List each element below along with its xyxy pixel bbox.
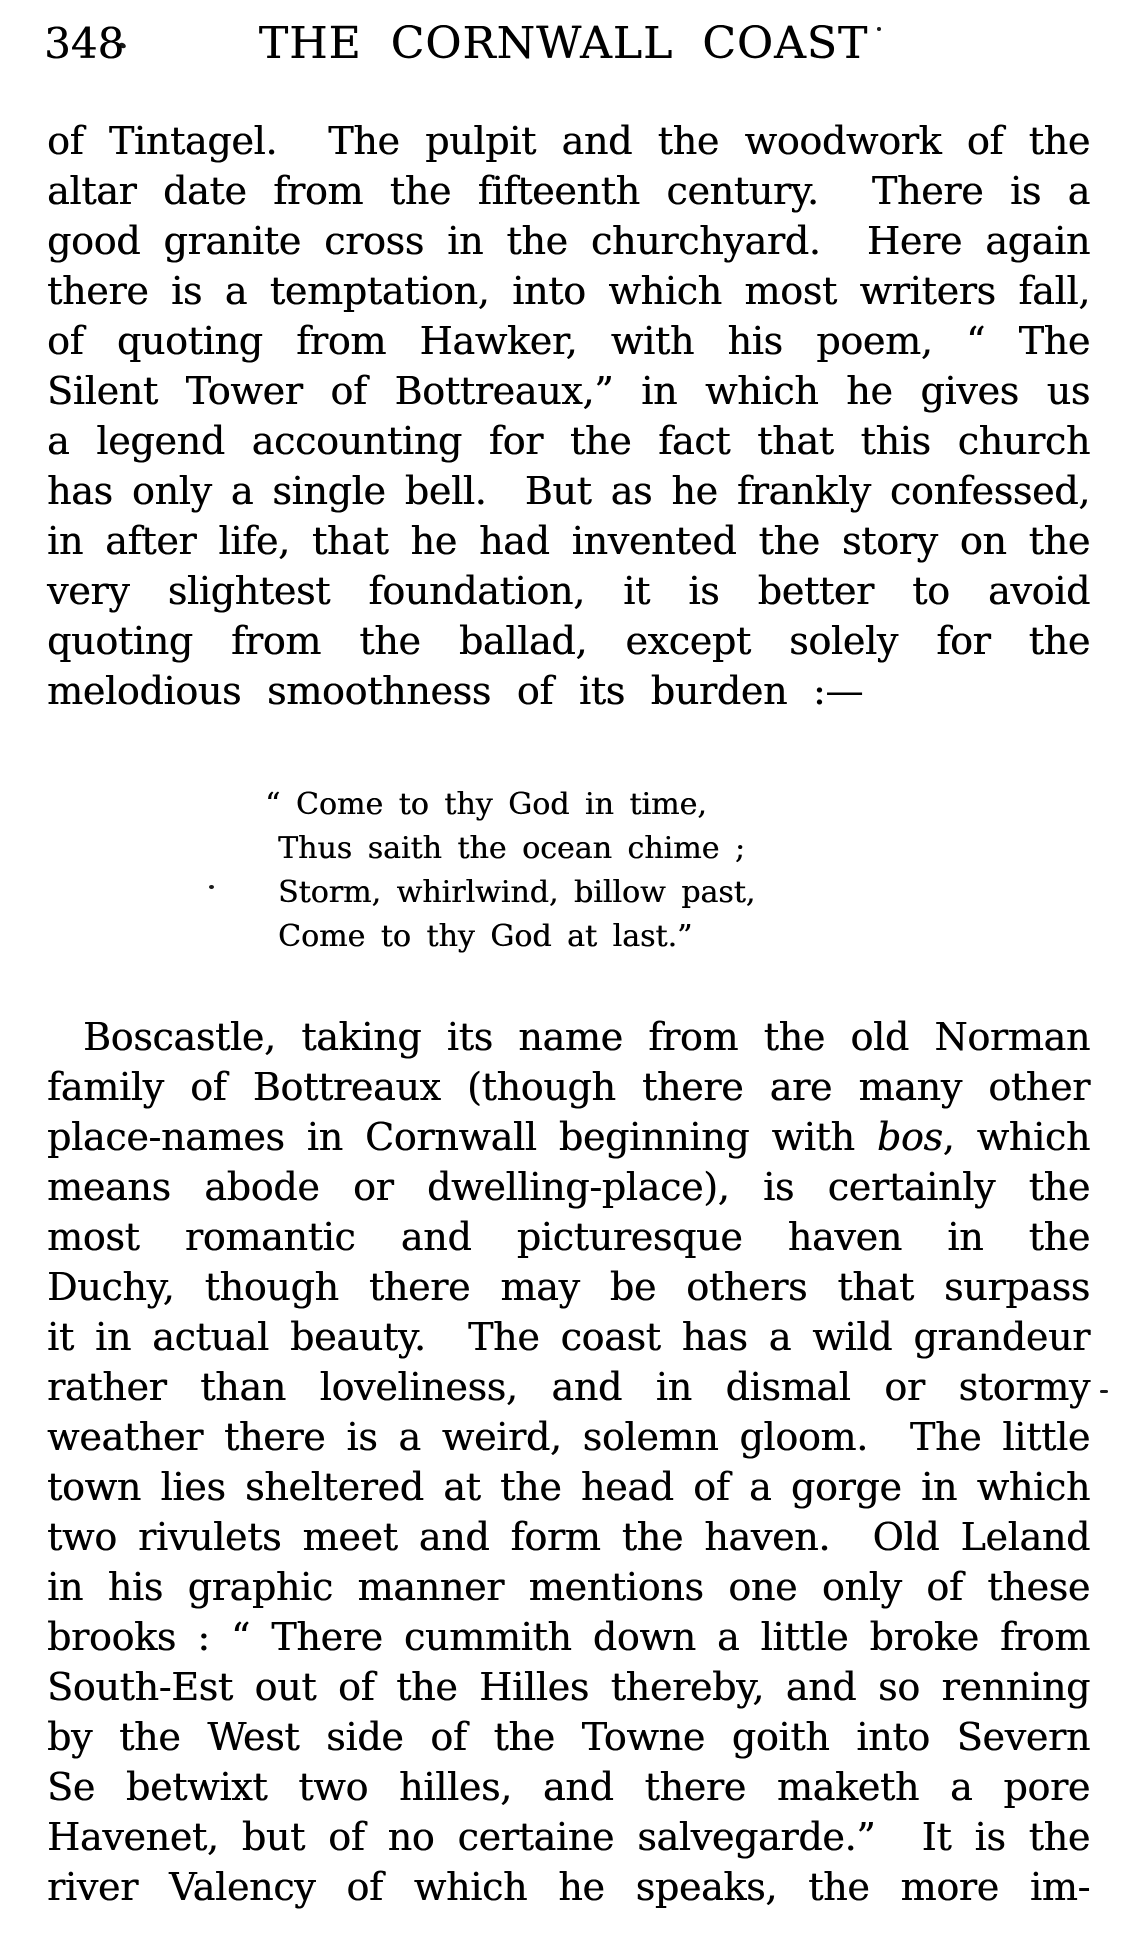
text-line: Storm, whirlwind, billow past, [278,875,756,910]
text-line: Se betwixt two hilles, and there maketh a pore [47,1765,1090,1809]
text-line: two rivulets meet and form the haven. Old Leland [47,1515,1090,1559]
running-title: THE CORNWALL COAST [258,18,869,69]
text-line: “ Come to thy God in time, [265,787,707,822]
text-line: there is a temptation, into which most writers fall, [47,269,1090,313]
text-line: Duchy, though there may be others that surpass [47,1265,1090,1309]
text-line: Come to thy God at last.” [278,919,693,954]
page-number: 348 [44,19,125,68]
text-line: good granite cross in the churchyard. Here again [47,219,1090,263]
text-line: place-names in Cornwall beginning with bos, which [47,1115,1090,1159]
text-line: Thus saith the ocean chime ; [278,831,745,866]
text-line: quoting from the ballad, except solely for the [47,619,1090,663]
text-line: a legend accounting for the fact that this church [47,419,1090,463]
text-line: has only a single bell. But as he frankly confessed, [47,469,1090,513]
scan-speck [1100,1390,1108,1393]
text-line: family of Bottreaux (though there are many other [47,1065,1090,1109]
text-line: of Tintagel. The pulpit and the woodwork of the [47,119,1090,163]
text-line: Silent Tower of Bottreaux,” in which he gives us [47,369,1090,413]
text-line: brooks : “ There cummith down a little broke from [47,1615,1090,1659]
text-line: rather than loveliness, and in dismal or stormy [47,1365,1090,1409]
text-line: in after life, that he had invented the story on the [47,519,1090,563]
text-line: of quoting from Hawker, with his poem, “ The [47,319,1090,363]
text-line: melodious smoothness of its burden :— [47,669,864,713]
text-line: South-Est out of the Hilles thereby, and so renning [47,1665,1090,1709]
text-line: town lies sheltered at the head of a gorge in which [47,1465,1090,1509]
text-line: by the West side of the Towne goith into Severn [47,1715,1090,1759]
paragraph-tintagel-hawker [47,116,1090,716]
scan-speck [209,885,214,889]
text-line: Havenet, but of no certaine salvegarde.” It is the [47,1815,1090,1859]
text-line: weather there is a weird, solemn gloom. The little [47,1415,1090,1459]
text-line: most romantic and picturesque haven in the [47,1215,1090,1259]
text-line: very slightest foundation, it is better to avoid [47,569,1090,613]
paragraph-boscastle [47,1012,1090,1912]
text-line: in his graphic manner mentions one only of these [47,1565,1090,1609]
poem-silent-tower-quote [265,783,755,959]
text-line: altar date from the fifteenth century. There is a [47,169,1090,213]
text-line: Boscastle, taking its name from the old Norman [83,1015,1090,1059]
text-line: it in actual beauty. The coast has a wild grandeur [47,1315,1090,1359]
text-line: river Valency of which he speaks, the more im- [47,1865,1090,1909]
text-line: means abode or dwelling-place), is certainly the [47,1165,1090,1209]
